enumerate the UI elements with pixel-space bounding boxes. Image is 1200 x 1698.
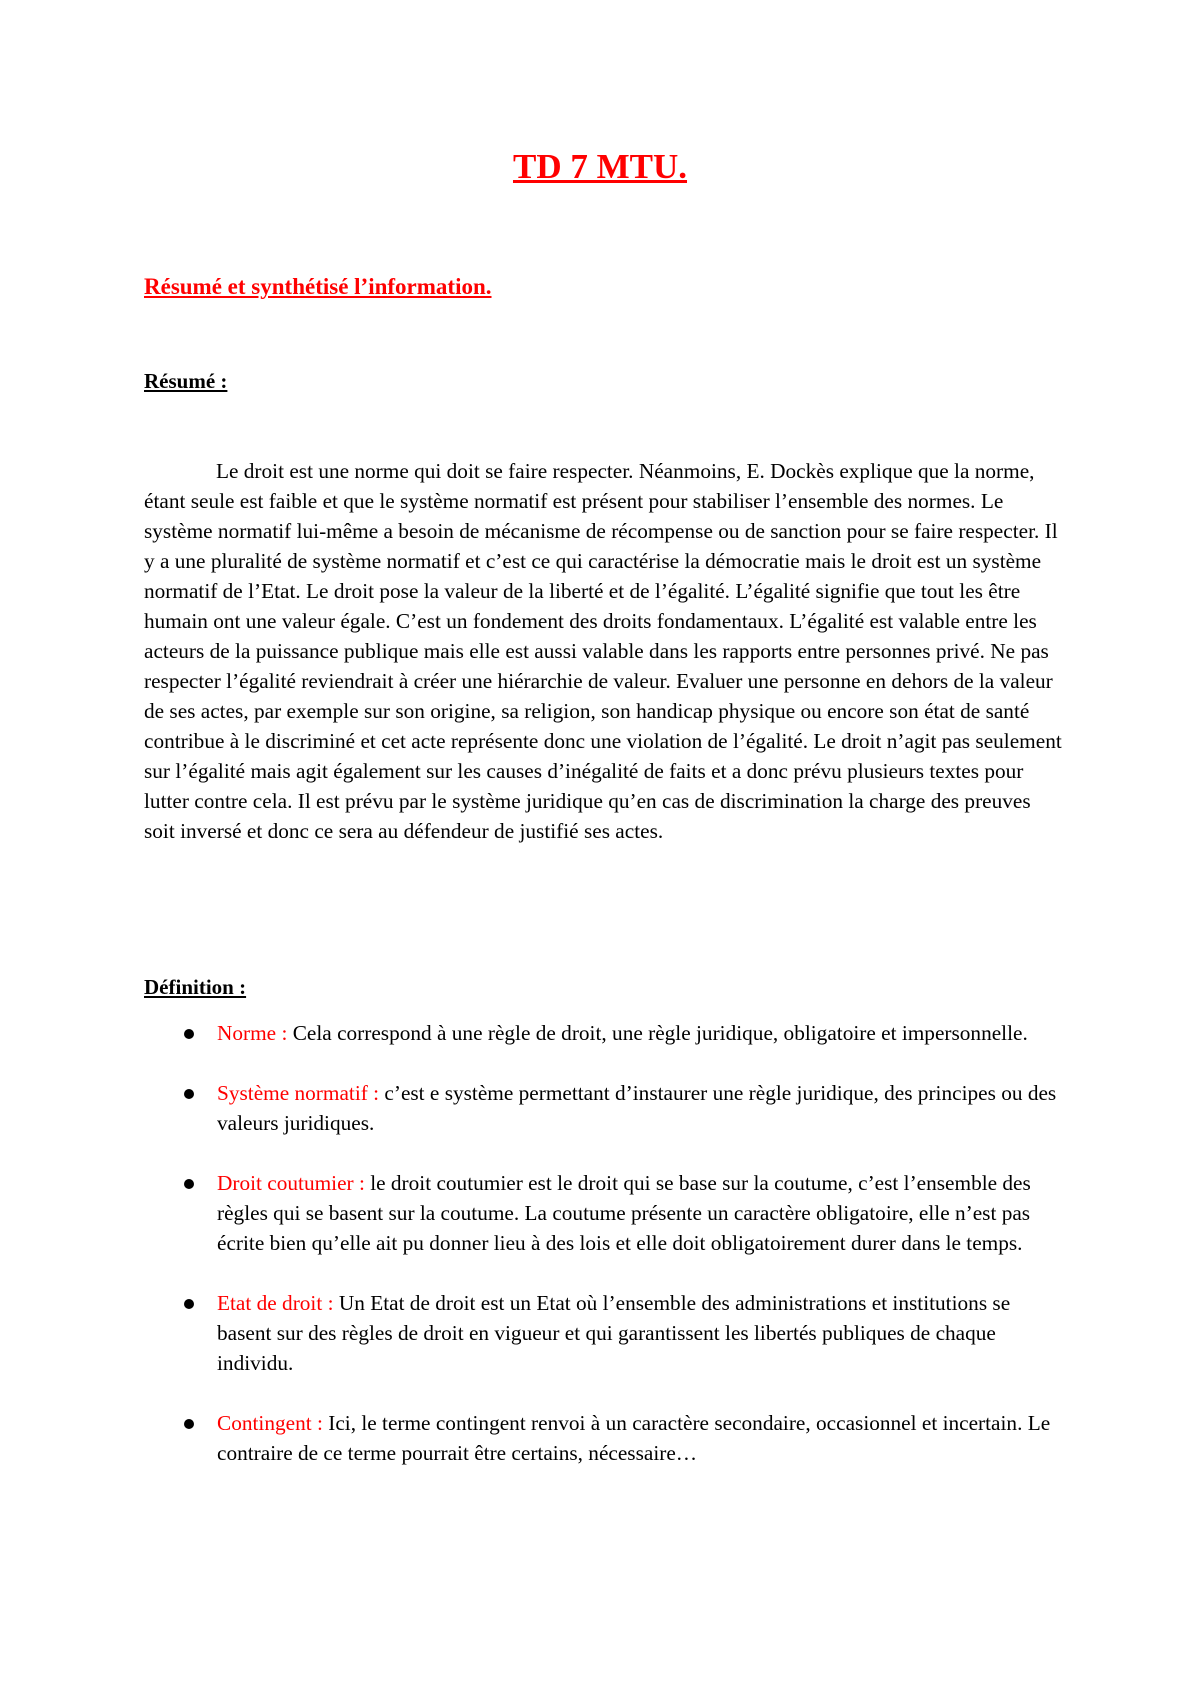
definition-item-contingent — [144, 1408, 1066, 1468]
definition-term: Droit coutumier : — [217, 1171, 365, 1195]
definition-text: c’est e système permettant d’instaurer une règle juridique, des principes ou des valeurs juridiques. — [217, 1081, 1057, 1135]
bullet-icon — [184, 1419, 194, 1429]
definition-item-droit-coutumier — [144, 1168, 1066, 1258]
definition-term: Contingent : — [217, 1411, 323, 1435]
definition-text: le droit coutumier est le droit qui se base sur la coutume, c’est l’ensemble des règles qui se basent sur la coutume. La coutume présente un caractère obligatoire, elle n’est pas écrite bien qu’elle ait pu donner lieu à des lois et elle doit obligatoirement durer dans le temps. — [217, 1171, 1031, 1255]
definition-term: Etat de droit : — [217, 1291, 334, 1315]
bullet-icon — [184, 1029, 194, 1039]
definition-term: Norme : — [217, 1021, 288, 1045]
document-subtitle: Résumé et synthétisé l’information. — [144, 274, 492, 299]
definition-heading: Définition : — [144, 975, 247, 999]
bullet-icon — [184, 1089, 194, 1099]
definition-text: Un Etat de droit est un Etat où l’ensemble des administrations et institutions se basent sur des règles de droit en vigueur et qui garantissent les libertés publiques de chaque individu. — [217, 1291, 1011, 1375]
resume-paragraph: Le droit est une norme qui doit se faire respecter. Néanmoins, E. Dockès explique que la norme, étant seule est faible et que le système normatif est présent pour stabiliser l’ensemble des normes. Le système normatif lui-même a besoin de mécanisme de récompense ou de sanction pour se faire respecter. Il y a une pluralité de système normatif et c’est ce qui caractérise la démocratie mais le droit est un système normatif de l’Etat. Le droit pose la valeur de la liberté et de l’égalité. L’égalité signifie que tout les être humain ont une valeur égale. C’est un fondement des droits fondamentaux. L’égalité est valable entre les acteurs de la puissance publique mais elle est aussi valable dans les rapports entre personnes privé. Ne pas respecter l’égalité reviendrait à créer une hiérarchie de valeur. Evaluer une personne en dehors de la valeur de ses actes, par exemple sur son origine, sa religion, son handicap physique ou encore son état de santé contribue à le discriminé et cet acte représente donc une violation de l’égalité. Le droit n’agit pas seulement sur l’égalité mais agit également sur les causes d’inégalité de faits et a donc prévu plusieurs textes pour lutter contre cela. Il est prévu par le système juridique qu’en cas de discrimination la charge des preuves soit inversé et donc ce sera au défendeur de justifié ses actes. — [144, 459, 1062, 843]
bullet-icon — [184, 1299, 194, 1309]
definition-text: Ici, le terme contingent renvoi à un caractère secondaire, occasionnel et incertain. Le contraire de ce terme pourrait être certains, nécessaire… — [217, 1411, 1051, 1465]
document-title: TD 7 MTU. — [512, 147, 688, 186]
definition-text: Cela correspond à une règle de droit, une règle juridique, obligatoire et impersonnelle. — [287, 1021, 1028, 1045]
definition-term: Système normatif : — [217, 1081, 380, 1105]
bullet-icon — [184, 1179, 194, 1189]
definition-list — [144, 1018, 1066, 1498]
definition-item-etat-de-droit — [144, 1288, 1066, 1378]
definition-item-systeme-normatif — [144, 1078, 1066, 1138]
resume-heading: Résumé : — [144, 369, 228, 393]
definition-item-norme — [144, 1018, 1066, 1048]
